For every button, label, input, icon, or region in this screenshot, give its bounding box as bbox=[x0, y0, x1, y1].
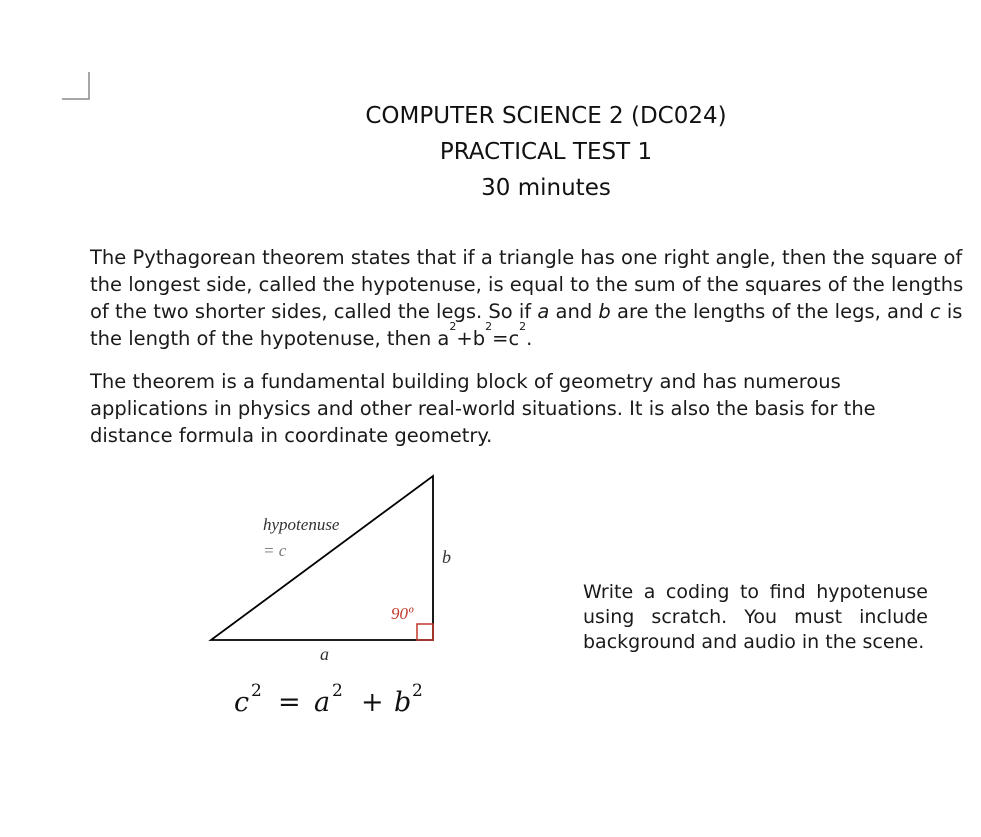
hypotenuse-label: hypotenuse bbox=[263, 515, 340, 534]
formula-c: c bbox=[234, 687, 250, 718]
heading-duration: 30 minutes bbox=[481, 175, 611, 201]
formula-a: a bbox=[314, 687, 331, 718]
formula-exp-c: 2 bbox=[251, 681, 262, 701]
text-run: are the lengths of the legs, and bbox=[610, 300, 930, 323]
text-run: +b bbox=[456, 327, 486, 350]
var-c: c bbox=[929, 300, 941, 323]
exponent: 2 bbox=[485, 320, 493, 333]
exponent: 2 bbox=[519, 320, 527, 333]
heading-course: COMPUTER SCIENCE 2 (DC024) bbox=[365, 103, 727, 129]
side-a-label: a bbox=[320, 644, 329, 664]
formula-equals: = bbox=[278, 687, 301, 718]
var-a: a bbox=[537, 300, 550, 323]
side-b-label: b bbox=[442, 547, 451, 567]
formula-exp-b: 2 bbox=[412, 681, 423, 701]
angle-label: 90º bbox=[391, 604, 414, 623]
heading-test: PRACTICAL TEST 1 bbox=[439, 139, 653, 165]
exponent: 2 bbox=[449, 320, 457, 333]
formula-exp-a: 2 bbox=[332, 681, 343, 701]
task-instruction: Write a coding to find hypotenuse using scratch. You must include background and audio in the scene. bbox=[583, 581, 928, 653]
right-angle-marker bbox=[417, 624, 433, 640]
text-run: is the length of the hypotenuse, then a bbox=[90, 300, 963, 350]
paragraph-applications: The theorem is a fundamental building block of geometry and has numerous applications in physics and other real-world situations. It is also the basis for the distance formula in coordinate geometry. bbox=[90, 370, 876, 447]
formula-plus: + bbox=[361, 687, 384, 718]
formula-b: b bbox=[394, 687, 412, 718]
page-corner-marker-icon bbox=[62, 72, 90, 100]
text-run: and bbox=[549, 300, 599, 323]
var-b: b bbox=[598, 300, 611, 323]
text-run: . bbox=[526, 327, 533, 350]
text-run: =c bbox=[492, 327, 520, 350]
pythagorean-formula bbox=[234, 681, 423, 718]
hypotenuse-equals-label: = c bbox=[263, 541, 287, 560]
right-triangle-figure bbox=[205, 470, 455, 730]
document-heading bbox=[0, 98, 981, 206]
paragraph-theorem bbox=[90, 244, 970, 352]
text-run: The Pythagorean theorem states that if a triangle has one right angle, then the square of the longest side, called the hypotenuse, is equal to the sum of the squares of the lengths of the two shorter sides, called the legs. So if bbox=[90, 246, 964, 323]
